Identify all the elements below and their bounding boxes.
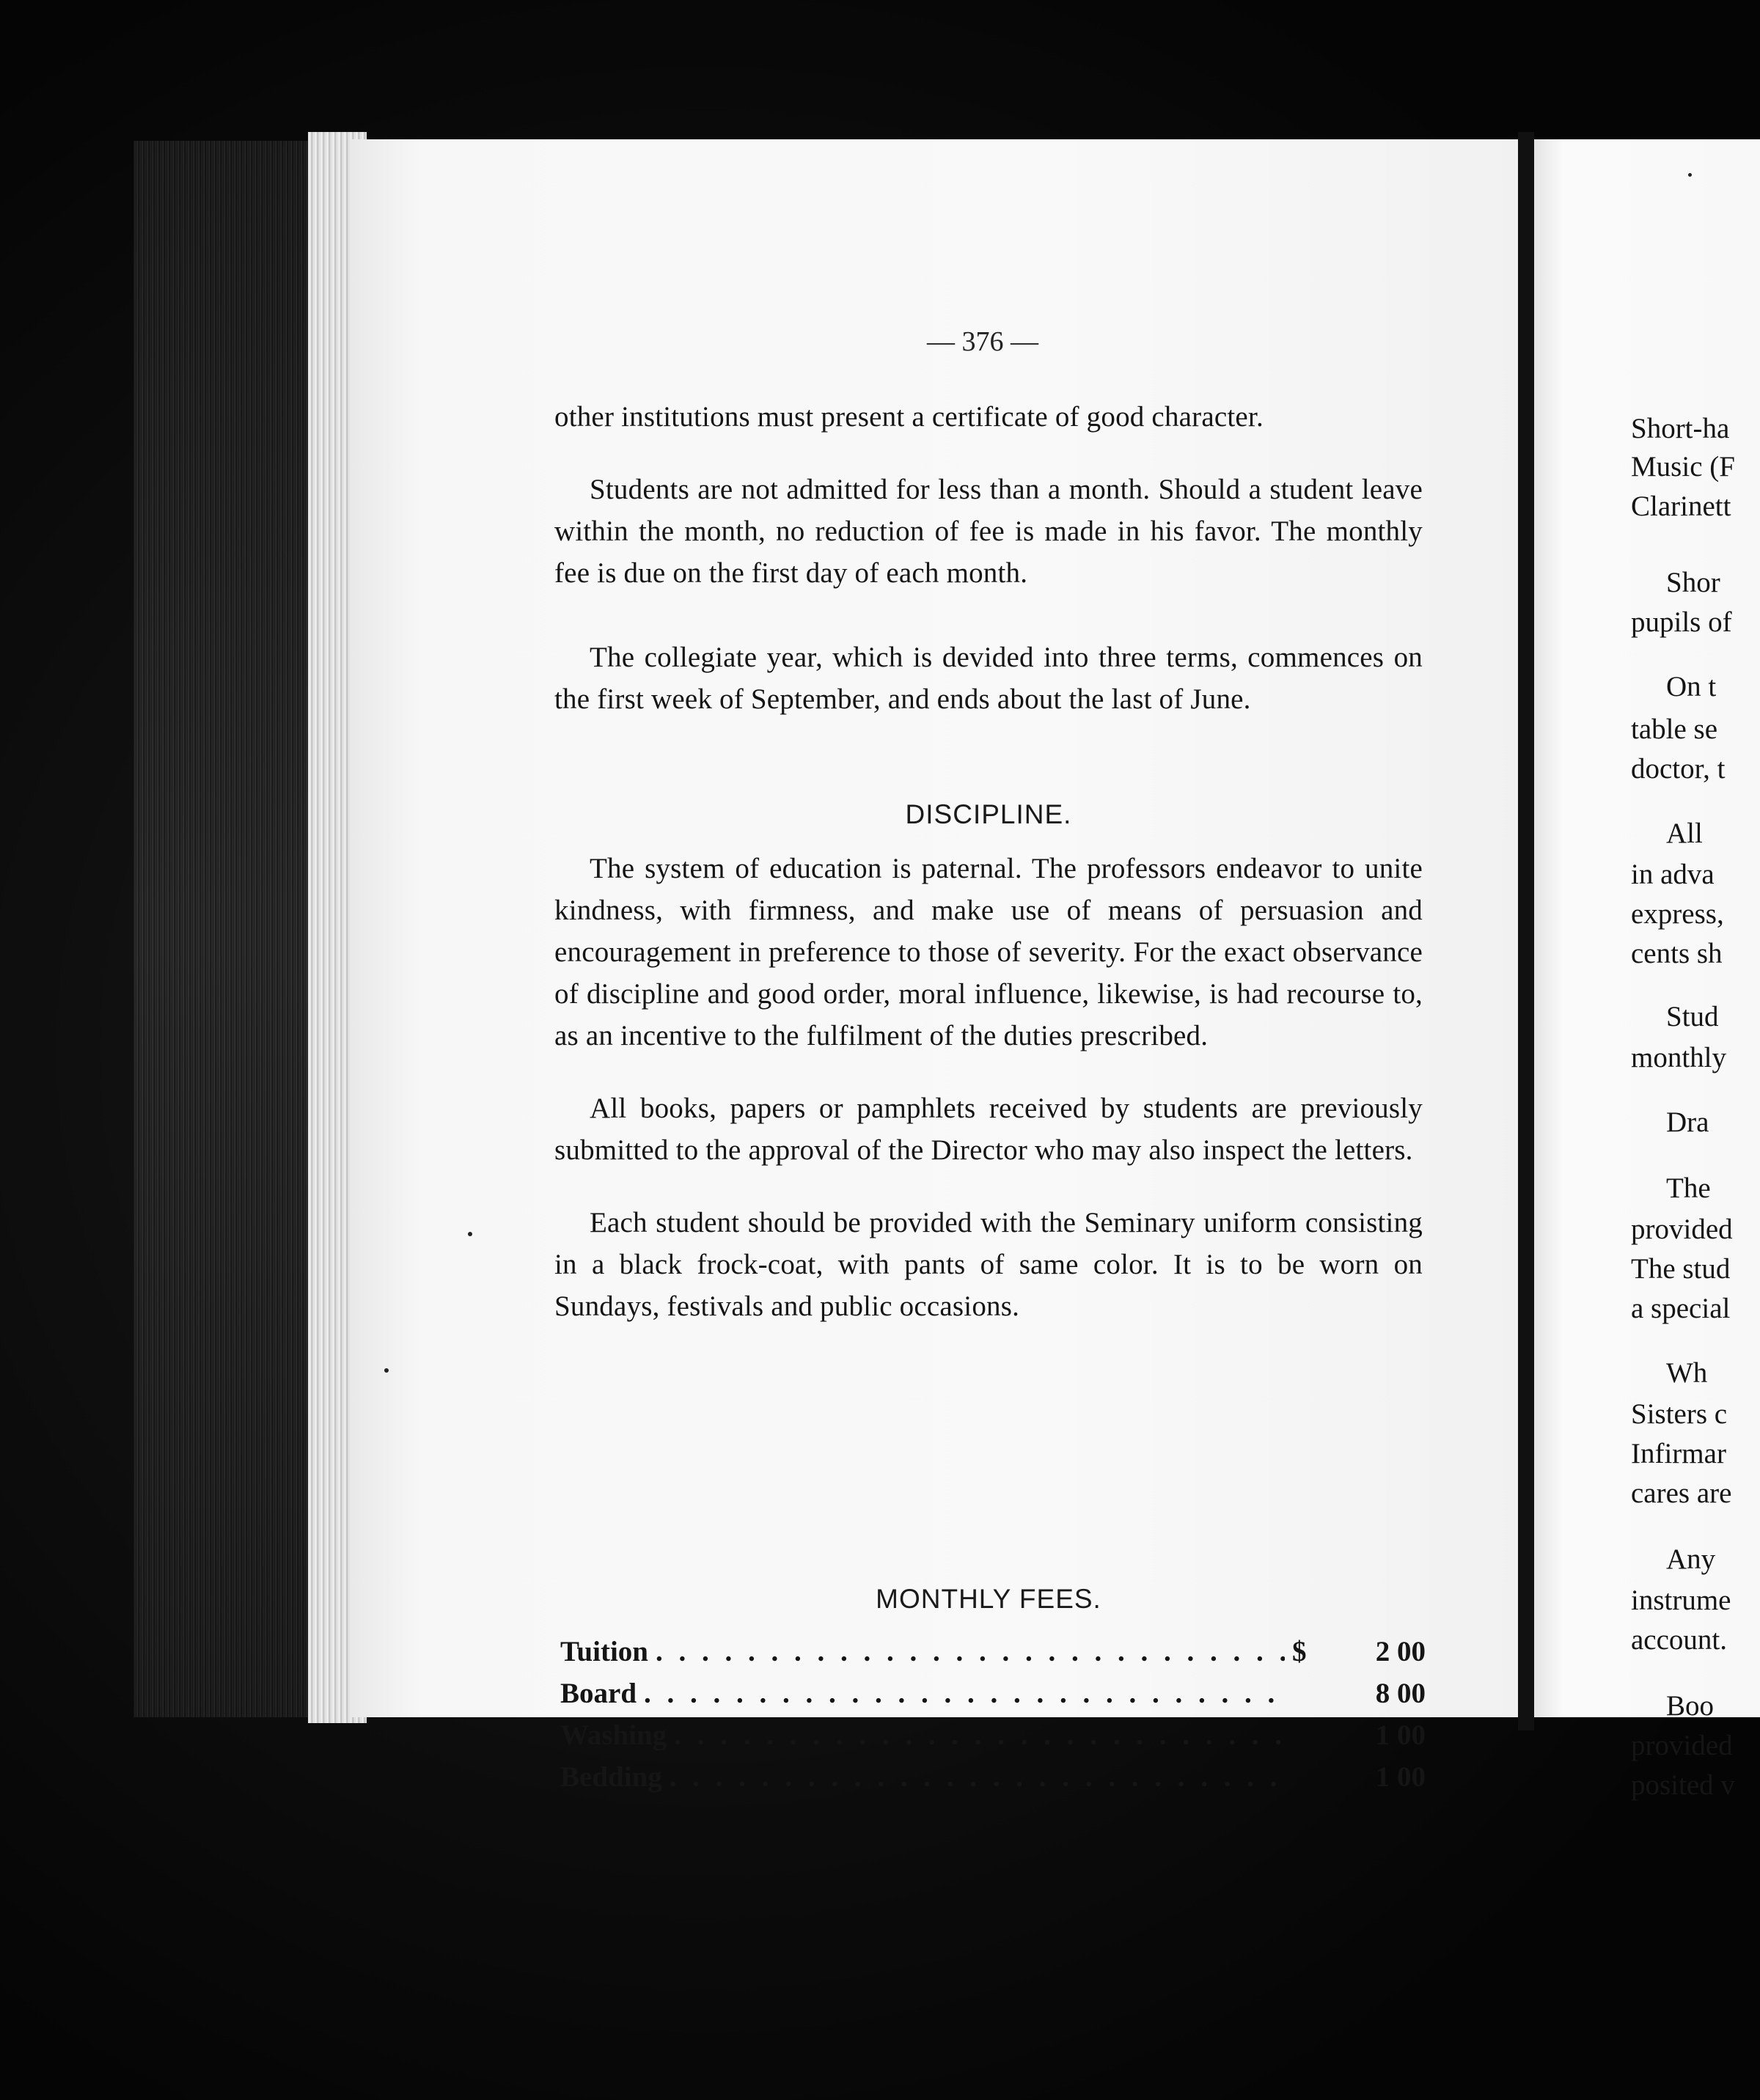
fee-amount: 2 00 <box>1375 1636 1426 1667</box>
fee-amount: 1 00 <box>1375 1719 1426 1751</box>
leader-dots <box>656 1635 1285 1668</box>
intro-text <box>554 396 1423 720</box>
facing-line: Music (F <box>1631 451 1735 482</box>
facing-line: All <box>1666 818 1703 849</box>
fee-row-tuition <box>560 1635 1426 1677</box>
facing-line: cents sh <box>1631 938 1723 969</box>
fee-amount: 1 00 <box>1375 1761 1426 1793</box>
facing-line: posited v <box>1631 1769 1735 1801</box>
facing-line: On t <box>1666 671 1717 702</box>
print-speck <box>468 1232 472 1236</box>
book-gutter <box>1518 132 1534 1730</box>
page-number: — 376 — <box>927 326 1038 357</box>
paragraph-collegiate-year: The collegiate year, which is devided into three terms, commences on the first week of September, and ends about the last of June. <box>554 642 1423 715</box>
fee-row-bedding <box>560 1761 1426 1802</box>
fees-table <box>560 1635 1426 1802</box>
leader-dots <box>644 1677 1285 1710</box>
monthly-fees-heading: MONTHLY FEES. <box>876 1584 1101 1614</box>
fee-label: Board <box>560 1678 637 1709</box>
facing-line: Stud <box>1666 1001 1719 1032</box>
fee-row-washing <box>560 1719 1426 1761</box>
facing-line: Dra <box>1666 1106 1709 1138</box>
paragraph-books-papers: All books, papers or pamphlets received by students are previously submitted to the approval of the Director who may also inspect the letters. <box>554 1093 1423 1166</box>
facing-line: Any <box>1666 1543 1716 1575</box>
fee-label: Tuition <box>560 1636 648 1667</box>
facing-line: account. <box>1631 1624 1728 1656</box>
facing-line: The stud <box>1631 1253 1731 1285</box>
facing-line: monthly <box>1631 1042 1727 1073</box>
facing-line: The <box>1666 1172 1711 1204</box>
facing-line: Sisters c <box>1631 1398 1728 1430</box>
facing-line: table se <box>1631 713 1718 745</box>
book-page-edges <box>133 141 326 1717</box>
facing-line: Boo <box>1666 1690 1715 1722</box>
facing-line: Infirmar <box>1631 1438 1726 1469</box>
facing-line: express, <box>1631 898 1724 930</box>
facing-line: a special <box>1631 1293 1731 1324</box>
fee-row-board <box>560 1677 1426 1719</box>
discipline-heading: DISCIPLINE. <box>905 799 1072 829</box>
leader-dots <box>670 1761 1285 1794</box>
facing-line: Clarinett <box>1631 491 1731 522</box>
facing-line: provided <box>1631 1730 1733 1761</box>
paragraph-admission: Students are not admitted for less than a month. Should a student leave within the month, no reduction of fee is made in his favor. The monthly fee is due on the first day of each month. <box>554 474 1423 589</box>
discipline-text <box>554 848 1423 1327</box>
paragraph-character: other institutions must present a certificate of good character. <box>554 401 1264 433</box>
facing-line: in adva <box>1631 859 1715 890</box>
paragraph-uniform: Each student should be provided with the Seminary uniform consisting in a black frock-coat, with pants of same color. It is to be worn on Sundays, festivals and public occasions. <box>554 1207 1423 1322</box>
facing-line: pupils of <box>1631 606 1732 638</box>
facing-line: doctor, t <box>1631 753 1726 785</box>
leader-dots <box>674 1719 1285 1752</box>
facing-line: Shor <box>1666 567 1720 598</box>
paragraph-system-of-education: The system of education is paternal. The professors endeavor to unite kindness, with firmness, and make use of means of persuasion and encouragement in preference to those of severity. For the exact observance of discipline and good order, moral influence, likewise, is had recourse to, as an incentive to the fulfilment of the duties prescribed. <box>554 853 1423 1051</box>
facing-line: Wh <box>1666 1357 1708 1389</box>
fee-label: Washing <box>560 1719 667 1751</box>
facing-line: Short-ha <box>1631 413 1730 444</box>
print-speck <box>1688 173 1692 177</box>
facing-line: cares are <box>1631 1477 1732 1509</box>
print-speck <box>384 1368 389 1373</box>
facing-line: instrume <box>1631 1585 1731 1616</box>
fee-currency: $ <box>1292 1636 1307 1667</box>
fee-amount: 8 00 <box>1375 1678 1426 1709</box>
fee-label: Bedding <box>560 1761 662 1793</box>
facing-line: provided <box>1631 1214 1733 1245</box>
